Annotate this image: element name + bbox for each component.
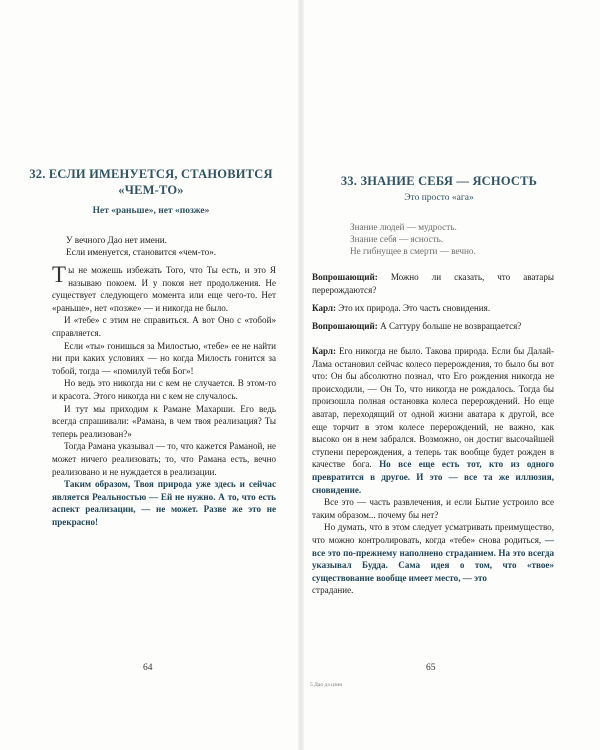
paragraph-emphasis: Таким образом, Твоя природа уже здесь и сейчас является Реальностью — Ей не нужно. А то, что есть аспект реализации, — не может. Разве же это не прекрасно!: [52, 479, 276, 527]
dialogue-text-emphasis: Но все еще есть тот, кто из одного превратится в другое. И это — все та же иллюзия, сновидение.: [312, 459, 555, 495]
paragraph: Тогда Рамана указывал — то, что кажется Раманой, не может ничего реализовать; то, что Рамана есть, вечно реализовано и не нуждается в реализации.: [52, 441, 276, 477]
paragraph: [312, 521, 554, 584]
paragraph-emphasis: — все это по-прежнему наполнено страданием. На это всегда указывал Будда. Сама идея о том, что «твое» существование вообще имеет место, — это: [312, 534, 554, 583]
page-number-right: 65: [426, 663, 436, 673]
drop-cap: Т: [52, 262, 67, 287]
chapter-subtitle: Нет «раньше», нет «позже»: [92, 206, 210, 216]
dialogue-text: Его никогда не было. Такова природа. Если бы Далай-Лама остановил сейчас колесо перерождения, то было бы вот что: Он бы абсолютно познал, что Его рождения никогда не происходили, — Он То, что никогда не рождалось. Тогда бы произошла полная остановка колеса перерождений. Но еще аватар, переходящий от одной жизни аватара к другой, все еще торчит в этом колесе перерождений, не важно, как высоко он в нем забрался. Возможно, он достиг высочайшей ступени перерождения, а теперь так вообще будет рожден в качестве бога.: [312, 346, 554, 470]
chapter-title-line2: «ЧЕМ-ТО»: [118, 183, 184, 197]
dialogue-a2: [312, 345, 554, 597]
speaker-label: Вопрошающий:: [312, 272, 378, 282]
paragraph: Все это — часть развлечения, и если Бытие устроило все таким образом... почему бы нет?: [312, 497, 554, 520]
paragraph: Но ведь это никогда ни с кем не случается. В этом-то и красота. Этого никогда ни с кем не случалось.: [52, 378, 276, 401]
dialogue-text: Можно ли сказать, что аватары перерождаются?: [312, 272, 554, 295]
dialogue-q2: [312, 320, 554, 333]
paragraph: [52, 264, 276, 314]
paragraph-text: ы не можешь избежать Того, что Ты есть, и это Я называю покоем. И у покоя нет продолжения. Не существует следующего момента или еще чего-то. Нет «раньше», нет «позже» — и никогда не было.: [52, 265, 276, 313]
epigraph: [350, 221, 476, 257]
dialogue-a1: [312, 302, 554, 315]
epigraph-line-2: Знание себя — ясность.: [350, 234, 444, 244]
speaker-label: Вопрошающий:: [312, 321, 378, 331]
epigraph-line-2: Если именуется, становится «чем-то».: [66, 247, 217, 257]
paragraph: И «тебе» с этим не справиться. А вот Оно с «тобой» справляется.: [52, 315, 276, 338]
left-page: [0, 0, 298, 750]
chapter-title-32: [20, 166, 282, 198]
epigraph-line-3: Не гибнущее в смерти — вечно.: [350, 246, 476, 256]
footnote: 5 Дао дэ цзин: [310, 682, 343, 688]
dialogue-text: Это их природа. Это часть сновидения.: [335, 303, 491, 313]
epigraph-line-1: Знание людей — мудрость.: [350, 222, 457, 232]
paragraph: страдание.: [312, 585, 354, 596]
chapter-title-33: 33. ЗНАНИЕ СЕБЯ — ЯСНОСТЬ: [340, 174, 538, 188]
speaker-label: Карл:: [312, 346, 336, 356]
paragraph: И тут мы приходим к Рамане Махарши. Его ведь всегда спрашивали: «Рамана, в чем твоя реализация? Ты теперь реализован?»: [52, 403, 276, 439]
chapter-title-line1: 32. ЕСЛИ ИМЕНУЕТСЯ, СТАНОВИТСЯ: [29, 167, 273, 181]
dialogue-text: А Саттуру больше не возвращается?: [377, 321, 522, 331]
paragraph: Если «ты» гонишься за Милостью, «тебе» ее не найти ни при каких условиях — но когда Милость гонится за тобой, тогда — «помилуй тебя Бог»!: [52, 340, 276, 376]
paragraph-text: Но думать, что в этом следует усматривать преимущество, что можно контролировать, когда «тебе» снова родиться,: [312, 522, 554, 545]
left-body-text: [52, 264, 276, 528]
epigraph: [66, 234, 216, 258]
epigraph-line-1: У вечного Дао нет имени.: [66, 235, 167, 245]
chapter-subtitle: Это просто «ага»: [404, 193, 474, 203]
dialogue-q1: [312, 271, 554, 296]
right-page: [304, 0, 600, 750]
page-number-left: 64: [143, 663, 153, 673]
speaker-label: Карл:: [312, 303, 336, 313]
